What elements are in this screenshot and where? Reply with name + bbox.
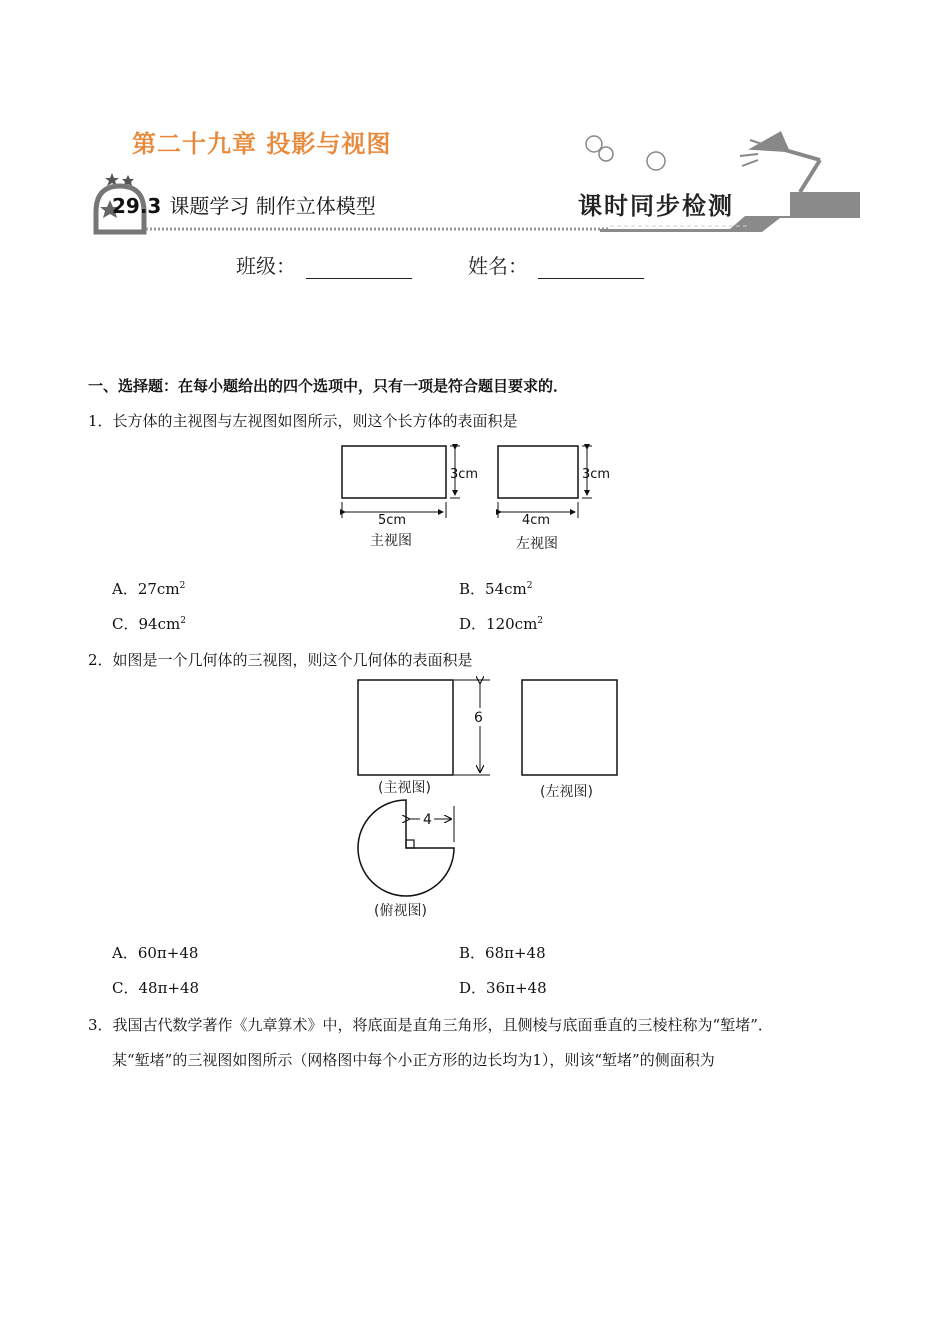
q2-option-a[interactable]: A．60π+48 xyxy=(112,944,199,962)
name-blank[interactable] xyxy=(538,260,644,279)
q2-radius-label: 4 xyxy=(423,812,432,828)
class-blank[interactable] xyxy=(306,260,412,279)
q1-option-d[interactable]: D．$120cm^2$ xyxy=(459,615,544,633)
name-field xyxy=(468,250,644,279)
header-banner-graphic xyxy=(90,120,870,240)
q1-front-rect xyxy=(342,446,446,498)
section-title: 一、选择题：在每小题给出的四个选项中，只有一项是符合题目要求的． xyxy=(88,377,569,395)
q2-option-d[interactable]: D．36π+48 xyxy=(459,979,547,997)
class-label: 班级： xyxy=(236,254,296,278)
question-1-figure xyxy=(336,440,626,560)
q2-height-label: 6 xyxy=(474,710,483,726)
lesson-number: 29.3 xyxy=(112,194,162,218)
q1-option-a[interactable]: A．$27cm^2$ xyxy=(112,580,186,598)
q1-left-rect xyxy=(498,446,578,498)
lesson-name: 课题学习 制作立体模型 xyxy=(169,194,376,218)
q1-left-height: 3cm xyxy=(582,467,611,482)
class-field xyxy=(236,250,412,279)
sync-test-badge: 课时同步检测 xyxy=(578,191,734,220)
q1-left-width: 4cm xyxy=(522,513,551,528)
question-3-stem-line1: 3．我国古代数学著作《九章算术》中，将底面是直角三角形，且侧棱与底面垂直的三棱柱称为“堑堵”． xyxy=(88,1016,773,1034)
q1-left-label: 左视图 xyxy=(516,536,558,552)
q2-top-label: (俯视图) xyxy=(374,903,427,919)
q2-option-b[interactable]: B．68π+48 xyxy=(459,944,546,962)
chapter-title: 第二十九章 投影与视图 xyxy=(132,130,392,158)
bubbles-decoration-icon xyxy=(586,136,665,170)
q1-front-height: 3cm xyxy=(450,467,479,482)
lesson-title xyxy=(112,190,376,219)
desk-lamp-icon xyxy=(740,134,820,192)
q1-option-c[interactable]: C．$94cm^2$ xyxy=(112,615,186,633)
question-2-stem: 2．如图是一个几何体的三视图，则这个几何体的表面积是 xyxy=(88,651,473,669)
q2-option-c[interactable]: C．48π+48 xyxy=(112,979,200,997)
q2-front-square xyxy=(358,680,453,775)
name-label: 姓名： xyxy=(468,254,528,278)
q2-front-label: (主视图) xyxy=(378,780,431,796)
q1-front-width: 5cm xyxy=(378,513,407,528)
q1-option-b[interactable]: B．$54cm^2$ xyxy=(459,580,533,598)
question-3-stem-line2: 某“堑堵”的三视图如图所示（网格图中每个小正方形的边长均为1），则该“堑堵”的侧面积为 xyxy=(112,1051,715,1069)
question-2-figure xyxy=(350,672,630,924)
q1-front-label: 主视图 xyxy=(370,533,412,549)
question-1-stem: 1．长方体的主视图与左视图如图所示，则这个长方体的表面积是 xyxy=(88,412,518,430)
q2-left-square xyxy=(522,680,617,775)
q2-left-label: (左视图) xyxy=(540,784,593,800)
